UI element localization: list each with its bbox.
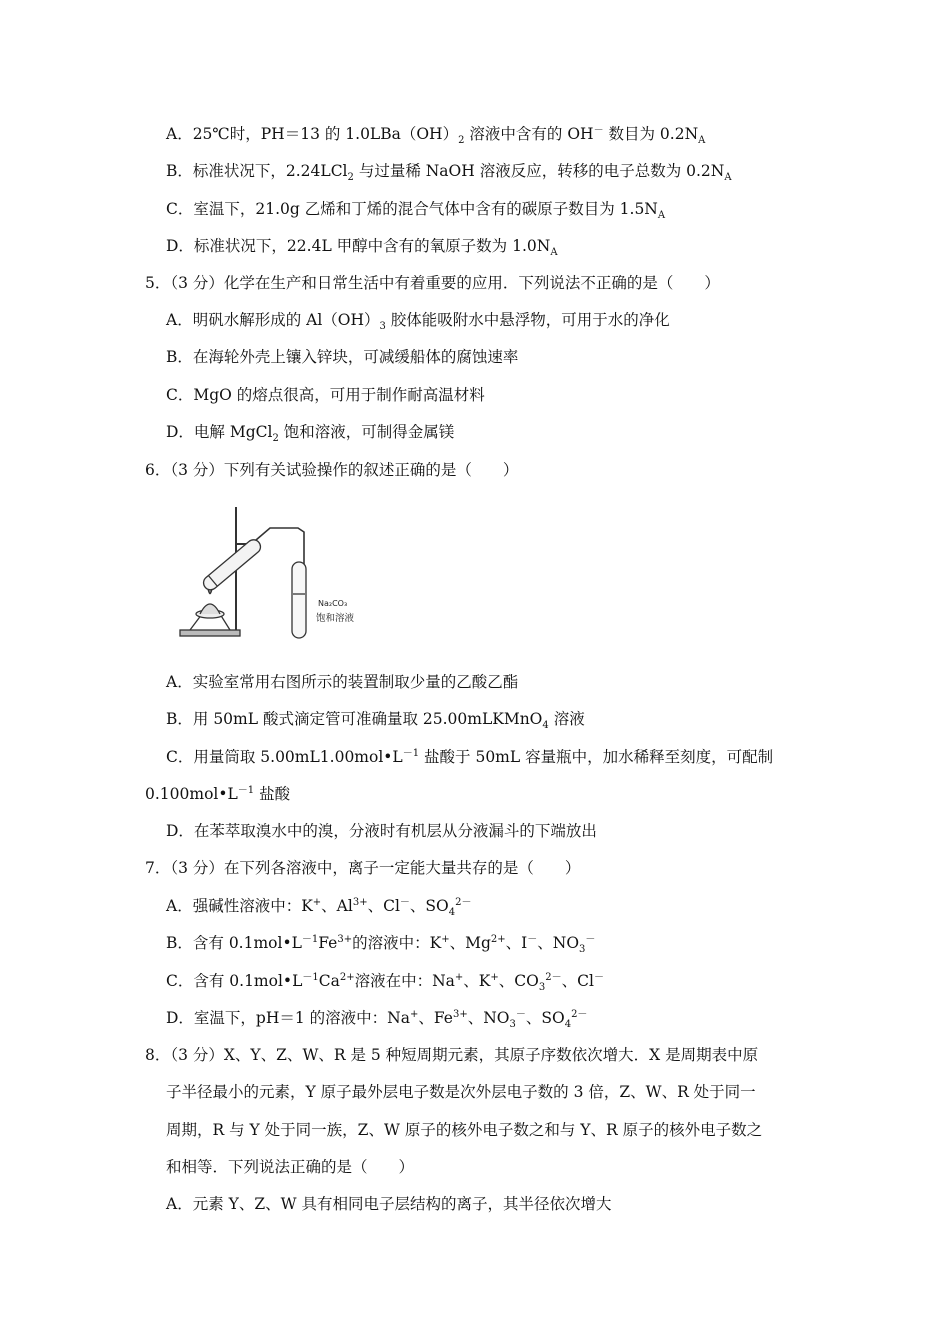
q4-option-b: B．标准状况下，2.24LCl$_2$ 与过量稀 NaOH 溶液反应，转移的电子总数为 $0.2N_A$ bbox=[166, 162, 732, 184]
ester-apparatus-figure bbox=[170, 502, 355, 652]
q8-stem-line2: 子半径最小的元素，Y 原子最外层电子数是次外层电子数的 3 倍，Z、W、R 处于同一 bbox=[166, 1083, 756, 1101]
q5-option-b: B．在海轮外壳上镶入锌块，可减缓船体的腐蚀速率 bbox=[166, 348, 519, 366]
q7-stem: 7．（3 分）在下列各溶液中，离子一定能大量共存的是（ ） bbox=[145, 859, 581, 877]
q5-option-d: D．电解 MgCl$_2$ 饱和溶液，可制得金属镁 bbox=[166, 423, 455, 445]
q8-stem-line4: 和相等．下列说法正确的是（ ） bbox=[166, 1158, 415, 1176]
q7-option-b: B．含有 $0.1mol•L^{-1}Fe^{3+}$的溶液中：K+、$Mg^{2+}$、I－、$NO_3^-$ bbox=[166, 933, 596, 956]
q6-stem: 6．（3 分）下列有关试验操作的叙述正确的是（ ） bbox=[145, 461, 519, 479]
q5-option-a: A．明矾水解形成的 $Al(OH)_3$ 胶体能吸附水中悬浮物，可用于水的净化 bbox=[166, 311, 670, 333]
q5-stem: 5．（3 分）化学在生产和日常生活中有着重要的应用．下列说法不正确的是（ ） bbox=[145, 274, 720, 292]
q6-option-a: A．实验室常用右图所示的装置制取少量的乙酸乙酯 bbox=[166, 673, 519, 691]
q8-stem-line3: 周期，R 与 Y 处于同一族，Z、W 原子的核外电子数之和与 Y、R 原子的核外电子数之 bbox=[166, 1121, 763, 1139]
q4-option-d: D．标准状况下，22.4L 甲醇中含有的氧原子数为 $1.0N_A$ bbox=[166, 237, 558, 259]
q7-option-c: C．含有 $0.1mol•L^{-1}Ca^{2+}$溶液在中：Na+、K+、$CO_3^{2-}$、Cl－ bbox=[166, 971, 604, 994]
q6-option-b: B．用 50mL 酸式滴定管可准确量取 25.00mLKMnO$_4$ 溶液 bbox=[166, 710, 585, 732]
q6-option-d: D．在苯萃取溴水中的溴，分液时有机层从分液漏斗的下端放出 bbox=[166, 822, 597, 840]
q6-option-c-line1: C．用量筒取 $5.00mL1.00mol•L^{-1}$ 盐酸于 50mL 容量瓶中，加水稀释至刻度，可配制 bbox=[166, 747, 774, 766]
q7-option-a: A．强碱性溶液中：K+、$Al^{3+}$、Cl－、$SO_4^{2-}$ bbox=[166, 896, 472, 919]
q4-option-a: A．25℃时，PH＝13 的 $1.0LBa(OH)_2$ 溶液中含有的 OH－ 数目为 $0.2N_A$ bbox=[166, 124, 706, 147]
figure-label-na2co3: Na₂CO₃ bbox=[318, 599, 348, 608]
q5-option-c: C．MgO 的熔点很高，可用于制作耐高温材料 bbox=[166, 386, 485, 404]
q7-option-d: D．室温下，pH＝1 的溶液中：Na+、$Fe^{3+}$、$NO_3^-$、$SO_4^{2-}$ bbox=[166, 1008, 588, 1031]
q8-stem-line1: 8．（3 分）X、Y、Z、W、R 是 5 种短周期元素，其原子序数依次增大．X 是周期表中原 bbox=[145, 1046, 759, 1064]
q8-option-a: A．元素 Y、Z、W 具有相同电子层结构的离子，其半径依次增大 bbox=[166, 1195, 612, 1213]
figure-label-saturated: 饱和溶液 bbox=[316, 613, 355, 624]
q4-option-c: C．室温下，21.0g 乙烯和丁烯的混合气体中含有的碳原子数目为 $1.5N_A$ bbox=[166, 200, 666, 222]
q6-option-c-line2: $0.100mol•L^{-1}$ 盐酸 bbox=[145, 784, 291, 803]
